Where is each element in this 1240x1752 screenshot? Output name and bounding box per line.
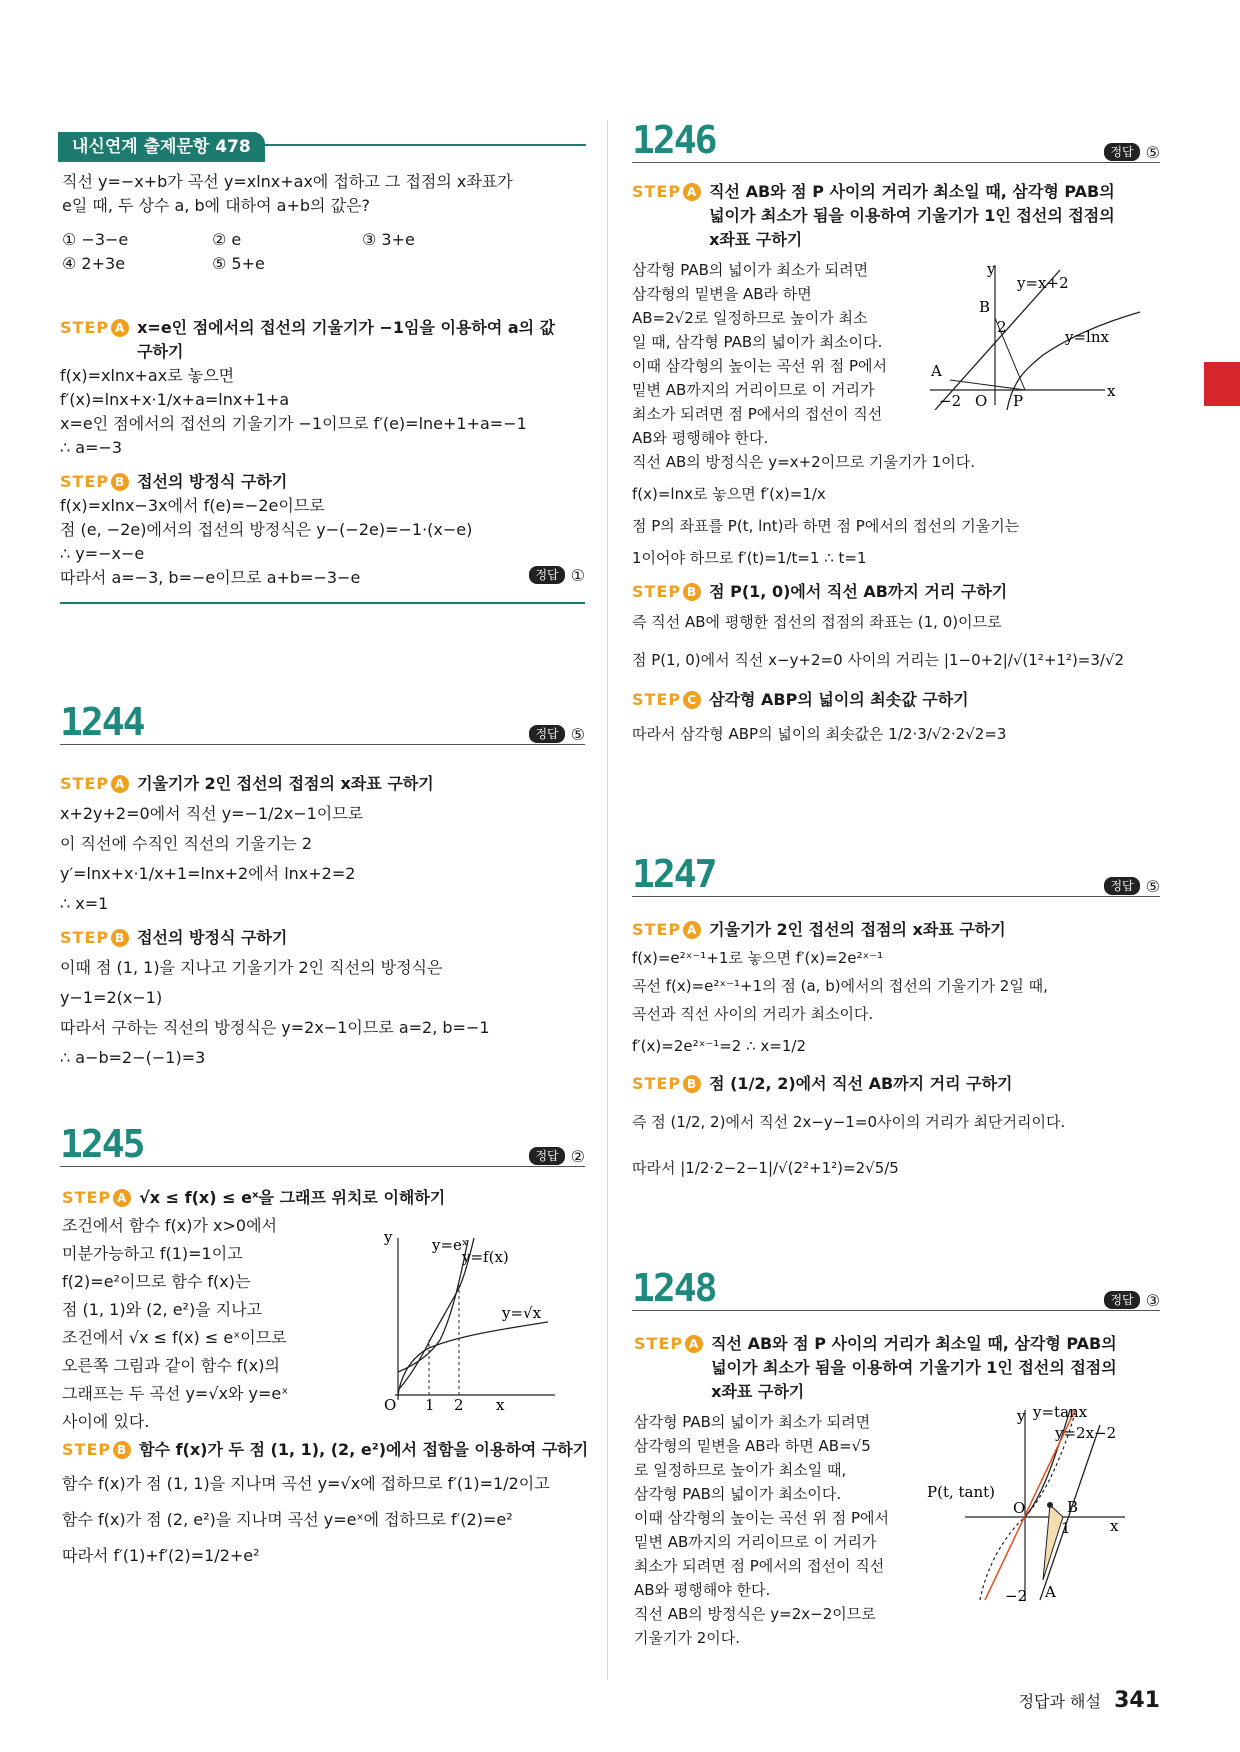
solution-line: 따라서 삼각형 ABP의 넓이의 최솟값은 1/2·3/√2·2√2=3 — [632, 725, 1007, 743]
choice-1: ① −3−e — [62, 230, 129, 249]
solution-line: 점 (1, 1)와 (2, e²)을 지나고 — [62, 1300, 263, 1319]
solution-line: 함수 f(x)가 점 (1, 1)을 지나며 곡선 y=√x에 접하므로 f′(1)=1/2이고 — [62, 1474, 550, 1493]
solution-line: 최소가 되려면 점 P에서의 접선이 직선 — [632, 405, 883, 423]
solution-line: 따라서 f′(1)+f′(2)=1/2+e² — [62, 1546, 260, 1565]
step-b: STEP B 접선의 방정식 구하기 — [60, 928, 288, 947]
problem-1244-header — [60, 700, 585, 745]
step-b: STEP B 점 P(1, 0)에서 직선 AB까지 거리 구하기 — [632, 582, 1008, 601]
question-line: 직선 y=−x+b가 곡선 y=xlnx+ax에 접하고 그 접점의 x좌표가 — [62, 172, 513, 191]
sqrt-label: y=√x — [502, 1304, 542, 1322]
curve-label: y=lnx — [1065, 328, 1109, 346]
x-axis-label: x — [1110, 1517, 1119, 1535]
step-b: STEP B 점 (1/2, 2)에서 직선 AB까지 거리 구하기 — [632, 1074, 1013, 1093]
solution-line: 밑변 AB까지의 거리이므로 이 거리가 — [632, 381, 875, 399]
solution-line: 밑변 AB까지의 거리이므로 이 거리가 — [634, 1533, 877, 1551]
solution-line: f(x)=xlnx−3x에서 f(e)=−2e이므로 — [60, 496, 325, 515]
solution-line: ∴ a−b=2−(−1)=3 — [60, 1048, 206, 1067]
point-p-label: P(t, tant) — [927, 1483, 996, 1501]
step-a — [60, 316, 590, 364]
solution-line: 점 (e, −2e)에서의 접선의 방정식은 y−(−2e)=−1·(x−e) — [60, 520, 473, 539]
step-a: STEP A 기울기가 2인 접선의 접점의 x좌표 구하기 — [632, 920, 1006, 939]
chapter-side-tab — [1204, 362, 1240, 406]
problem-number: 1246 — [632, 118, 716, 162]
y-axis-label: y — [1017, 1407, 1026, 1425]
problem-1246-header — [632, 118, 1160, 163]
solution-line: 그래프는 두 곡선 y=√x와 y=eˣ — [62, 1384, 289, 1403]
solution-line: y′=lnx+x·1/x+1=lnx+2에서 lnx+2=2 — [60, 864, 356, 883]
column-divider — [607, 120, 608, 1680]
solution-line: 오른쪽 그림과 같이 함수 f(x)의 — [62, 1356, 280, 1375]
point-p-label: P — [1013, 392, 1024, 410]
solution-line: ∴ a=−3 — [60, 438, 123, 457]
graph-1248 — [925, 1405, 1140, 1605]
solution-line: 이때 삼각형의 높이는 곡선 위 점 P에서 — [632, 357, 888, 375]
solution-line: ∴ x=1 — [60, 894, 109, 913]
answer-mark: 정답 ⑤ — [529, 725, 585, 744]
problem-1247-solution — [632, 918, 1152, 1180]
solution-line: 곡선 f(x)=e²ˣ⁻¹+1의 점 (a, b)에서의 접선의 기울기가 2일 때, — [632, 977, 1048, 995]
tick-2: 2 — [454, 1396, 464, 1410]
solution-line: 사이에 있다. — [62, 1412, 150, 1431]
solution-line: 삼각형의 밑변을 AB라 하면 AB=√5 — [634, 1437, 871, 1455]
problem-1247-header — [632, 852, 1160, 897]
exam-linked-header — [58, 132, 586, 162]
solution-line: y−1=2(x−1) — [60, 988, 163, 1007]
problem-1244-solution — [60, 762, 590, 1070]
origin-label: O — [384, 1396, 397, 1410]
choice-4: ④ 2+3e — [62, 254, 126, 273]
ln-curve — [1007, 312, 1140, 410]
solution-line: 따라서 |1/2·2−2−1|/√(2²+1²)=2√5/5 — [632, 1159, 899, 1177]
solution-line: f(x)=xlnx+ax로 놓으면 — [60, 366, 235, 385]
problem-number: 1248 — [632, 1266, 716, 1310]
solution-line: f′(x)=lnx+x·1/x+a=lnx+1+a — [60, 390, 290, 409]
segment-length-label: 2 — [997, 318, 1007, 336]
solution-line: AB와 평행해야 한다. — [634, 1581, 771, 1599]
point-b-label: B — [979, 298, 991, 316]
ex-label: y=eˣ — [432, 1236, 469, 1254]
solution-line: 최소가 되려면 점 P에서의 접선이 직선 — [634, 1557, 885, 1575]
problem-number: 1245 — [60, 1122, 144, 1166]
step-title: x=e인 점에서의 접선의 기울기가 −1임을 이용하여 a의 값 구하기 — [137, 318, 556, 361]
solution-line: f(2)=e²이므로 함수 f(x)는 — [62, 1272, 251, 1291]
tick-1: 1 — [425, 1396, 435, 1410]
answer-mark: 정답 ⑤ — [1104, 143, 1160, 162]
solution-line: 즉 직선 AB에 평행한 접선의 접점의 좌표는 (1, 0)이므로 — [632, 613, 1002, 631]
line-label: y=2x−2 — [1055, 1424, 1117, 1442]
solution-line: 점 P의 좌표를 P(t, lnt)라 하면 점 P에서의 접선의 기울기는 — [632, 517, 1020, 535]
solution-line: 삼각형 PAB의 넓이가 최소이다. — [634, 1485, 842, 1503]
question-line: e일 때, 두 상수 a, b에 대하여 a+b의 값은? — [62, 196, 370, 215]
solution-line: 1이어야 하므로 f′(t)=1/t=1 ∴ t=1 — [632, 549, 867, 567]
graph-1246 — [925, 260, 1155, 410]
page-number: 341 — [1114, 1688, 1160, 1713]
step-tag: STEP A — [60, 316, 129, 340]
solution-line: 따라서 a=−3, b=−e이므로 a+b=−3−e — [60, 568, 361, 587]
page-footer — [1019, 1688, 1160, 1713]
graph-1245 — [370, 1230, 560, 1410]
tick-1: 1 — [1061, 1519, 1071, 1537]
choice-3: ③ 3+e — [362, 230, 415, 249]
origin-label: O — [1013, 1499, 1026, 1517]
exp-curve — [398, 1240, 468, 1372]
step-a: STEP A 기울기가 2인 접선의 접점의 x좌표 구하기 — [60, 774, 434, 793]
step-a: STEP A 직선 AB와 점 P 사이의 거리가 최소일 때, 삼각형 PAB의 넓이가 최소가 됨을 이용하여 기울기가 1인 접선의 접점의 x좌표 구하기 — [632, 182, 1115, 249]
solution-line: 함수 f(x)가 점 (2, e²)을 지나며 곡선 y=eˣ에 접하므로 f′(2)=e² — [62, 1510, 513, 1529]
solution-line: 로 일정하므로 높이가 최소일 때, — [634, 1461, 847, 1479]
solution-line: x+2y+2=0에서 직선 y=−1/2x−1이므로 — [60, 804, 364, 823]
choice-5: ⑤ 5+e — [212, 254, 265, 273]
section-rule — [60, 602, 585, 604]
exam-tab-label: 내신연계 출제문항 478 — [58, 132, 265, 162]
solution-line: 즉 점 (1/2, 2)에서 직선 2x−y−1=0사이의 거리가 최단거리이다. — [632, 1113, 1066, 1131]
solution-line: 직선 AB의 방정식은 y=x+2이므로 기울기가 1이다. — [632, 453, 975, 471]
point-b-label: B — [1067, 1498, 1079, 1516]
tick-neg2: −2 — [939, 392, 962, 410]
tan-label: y=tanx — [1033, 1405, 1088, 1421]
exam-solution — [60, 306, 590, 604]
step-a: STEP A 직선 AB와 점 P 사이의 거리가 최소일 때, 삼각형 PAB의 넓이가 최소가 됨을 이용하여 기울기가 1인 접선의 접점의 x좌표 구하기 — [634, 1334, 1117, 1401]
choices — [62, 228, 592, 276]
solution-line: 삼각형 PAB의 넓이가 최소가 되려면 — [634, 1413, 871, 1431]
problem-1245-header — [60, 1122, 585, 1167]
solution-line: 삼각형의 밑변을 AB라 하면 — [632, 285, 812, 303]
answer-mark: 정답 ① — [529, 566, 585, 590]
solution-line: 삼각형 PAB의 넓이가 최소가 되려면 — [632, 261, 869, 279]
fx-label: y=f(x) — [462, 1248, 509, 1266]
line-label: y=x+2 — [1017, 274, 1069, 292]
footer-text: 정답과 해설 — [1018, 1692, 1101, 1711]
solution-line: 곡선과 직선 사이의 거리가 최소이다. — [632, 1005, 874, 1023]
solution-line: 조건에서 √x ≤ f(x) ≤ eˣ이므로 — [62, 1328, 287, 1347]
solution-line: 이때 점 (1, 1)을 지나고 기울기가 2인 직선의 방정식은 — [60, 958, 443, 977]
solution-line: 이 직선에 수직인 직선의 기울기는 2 — [60, 834, 312, 853]
step-title: 접선의 방정식 구하기 — [137, 472, 288, 491]
solution-line: f(x)=e²ˣ⁻¹+1로 놓으면 f′(x)=2e²ˣ⁻¹ — [632, 949, 884, 967]
solution-line: 미분가능하고 f(1)=1이고 — [62, 1244, 243, 1263]
exam-question — [62, 170, 592, 276]
problem-number: 1244 — [60, 700, 144, 744]
x-axis-label: x — [1107, 382, 1116, 400]
origin-label: O — [975, 392, 988, 410]
choice-2: ② e — [212, 230, 242, 249]
solution-line: 직선 AB의 방정식은 y=2x−2이므로 — [634, 1605, 876, 1623]
solution-line: f′(x)=2e²ˣ⁻¹=2 ∴ x=1/2 — [632, 1037, 806, 1055]
answer-mark: 정답 ② — [529, 1147, 585, 1166]
solution-line: 일 때, 삼각형 PAB의 넓이가 최소이다. — [632, 333, 883, 351]
step-a: STEP A √x ≤ f(x) ≤ eˣ을 그래프 위치로 이해하기 — [62, 1188, 446, 1207]
solution-line: 기울기가 2이다. — [634, 1629, 741, 1647]
answer-mark: 정답 ③ — [1104, 1291, 1160, 1310]
step-b: STEP B 함수 f(x)가 두 점 (1, 1), (2, e²)에서 접함을 이용하여 구하기 — [62, 1440, 589, 1459]
problem-1248-header — [632, 1266, 1160, 1311]
solution-line: AB=2√2로 일정하므로 높이가 최소 — [632, 309, 868, 327]
solution-line: 따라서 구하는 직선의 방정식은 y=2x−1이므로 a=2, b=−1 — [60, 1018, 490, 1037]
tick-neg2: −2 — [1005, 1587, 1028, 1605]
solution-line: ∴ y=−x−e — [60, 544, 145, 563]
solution-line: 이때 삼각형의 높이는 곡선 위 점 P에서 — [634, 1509, 890, 1527]
answer-mark: 정답 ⑤ — [1104, 877, 1160, 896]
point-a-label: A — [1045, 1583, 1056, 1601]
point-a-label: A — [931, 362, 942, 380]
solution-line: 조건에서 함수 f(x)가 x>0에서 — [62, 1216, 278, 1235]
y-axis-label: y — [987, 260, 996, 278]
solution-line: x=e인 점에서의 접선의 기울기가 −1이므로 f′(e)=lne+1+a=−1 — [60, 414, 527, 433]
solution-line: 점 P(1, 0)에서 직선 x−y+2=0 사이의 거리는 |1−0+2|/√(1²+1²)=3/√2 — [632, 651, 1125, 669]
solution-line: AB와 평행해야 한다. — [632, 429, 769, 447]
y-axis-label: y — [384, 1230, 393, 1246]
solution-line: f(x)=lnx로 놓으면 f′(x)=1/x — [632, 485, 826, 503]
problem-number: 1247 — [632, 852, 716, 896]
step-c: STEP C 삼각형 ABP의 넓이의 최솟값 구하기 — [632, 690, 969, 709]
step-b — [60, 470, 590, 494]
x-axis-label: x — [496, 1396, 505, 1410]
step-tag: STEP B — [60, 470, 129, 494]
